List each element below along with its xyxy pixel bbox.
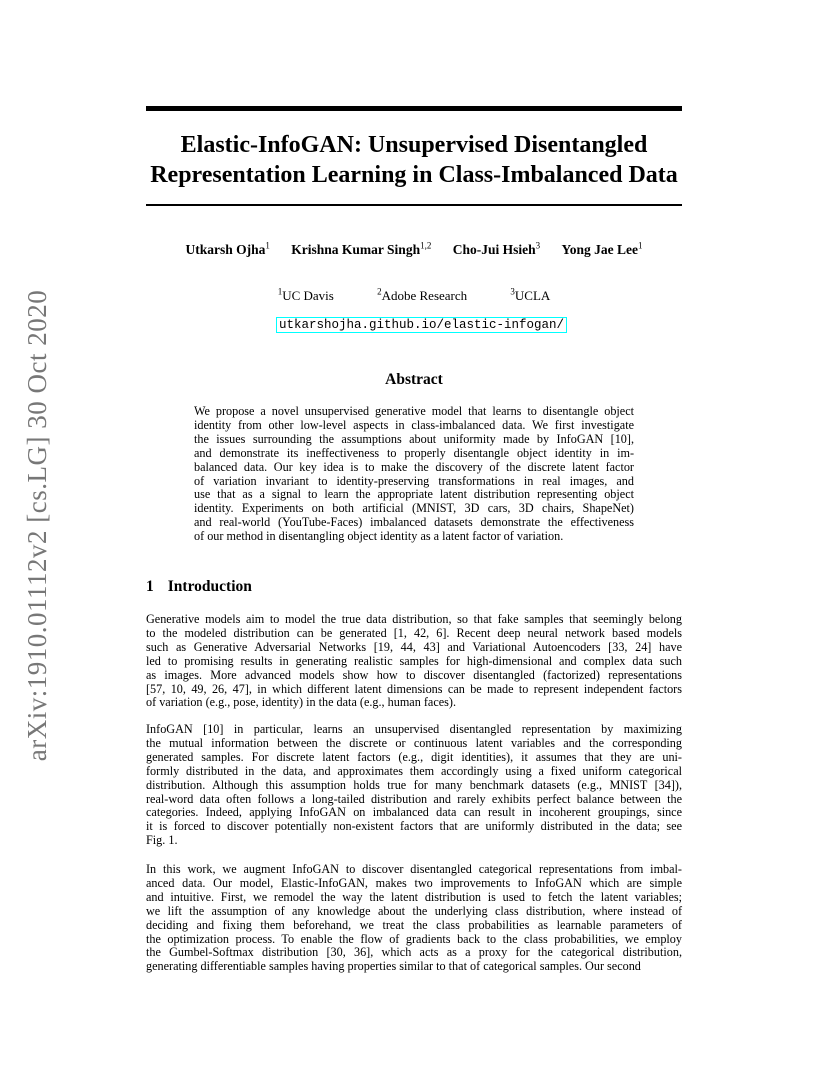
text-line: [57, 10, 49, 26, 47], in which different latent dimensions can be made to represent independent factors: [146, 681, 682, 696]
title-line-1: Elastic-InfoGAN: Unsupervised Disentangled: [180, 132, 648, 158]
text-line: and real-world (YouTube-Faces) imbalanced datasets demonstrate the effectiveness: [194, 515, 634, 530]
section-heading: [146, 578, 252, 596]
text-line: use that as a signal to learn the appropriate latent distribution representing object: [194, 487, 634, 502]
affiliation: $^3$UCLA: [510, 286, 551, 303]
text-line: InfoGAN [10] in particular, learns an unsupervised disentangled representation by maximizing: [146, 722, 682, 736]
text-line: deciding and fixing them beforehand, we treat the class probabilities as learnable parameters of: [146, 917, 682, 932]
text-line: such as Generative Adversarial Networks [19, 44, 43] and Variational Autoencoders [33, 24] have: [146, 639, 682, 654]
paper-title: [146, 130, 682, 190]
text-line: We propose a novel unsupervised generative model that learns to disentangle object: [194, 404, 634, 418]
project-url-link[interactable]: utkarshojha.github.io/elastic-infogan/: [279, 318, 565, 332]
text-line: and demonstrate its ineffectiveness to properly disentangle object identity in im-: [194, 445, 634, 460]
arxiv-id: arXiv:1910.01112v2 [cs.LG] 30 Oct 2020: [22, 289, 53, 761]
text-line: as images. More advanced models show how to discover disentangled (factorized) representations: [146, 667, 682, 682]
title-bottom-rule: [146, 204, 682, 206]
text-line: real-word data often follows a long-tailed distribution and rarely exhibits perfect balance between the: [146, 791, 682, 806]
text-line: the mutual information between the discrete or continuous latent variables and the corresponding: [146, 735, 682, 750]
affiliation: $^2$Adobe Research: [377, 286, 468, 303]
text-line: generating differentiable samples having properties similar to that of categorical samples. Our second: [146, 959, 641, 974]
text-line: generated samples. For discrete latent factors (e.g., digit identities), it assumes that they are uni-: [146, 749, 682, 764]
text-line: we lift the assumption of any knowledge about the underlying class distribution, where instead of: [146, 903, 682, 918]
text-line: and intuitive. First, we remodel the way the latent distribution is used to fetch the latent variables;: [146, 889, 682, 904]
text-line: identity from other low-level aspects in class-imbalanced data. We first investigate: [194, 417, 634, 432]
text-line: distribution. Although this assumption holds true for many benchmark datasets (e.g., MNIST [34]),: [146, 777, 682, 792]
author: Cho-Jui Hsieh$^3$: [452, 240, 541, 257]
arxiv-sidebar: [8, 290, 68, 760]
intro-paragraph-3: [146, 863, 682, 974]
author: Utkarsh Ojha$^1$: [185, 240, 270, 257]
text-line: the issues surrounding the assumptions about uniformity made by InfoGAN [10],: [194, 431, 634, 446]
intro-paragraph-1: [146, 613, 682, 710]
section-number: 1: [146, 578, 154, 595]
abstract-heading: Abstract: [385, 371, 443, 388]
text-line: to the modeled distribution can be generated [1, 42, 6]. Recent deep neural network based models: [146, 625, 682, 640]
section-title: Introduction: [167, 578, 252, 595]
text-line: anced data. Our model, Elastic-InfoGAN, makes two improvements to InfoGAN which are simple: [146, 875, 682, 890]
text-line: balanced data. Our key idea is to make the discovery of the discrete latent factor: [194, 459, 634, 474]
text-line: of variation invariant to identity-preserving transformations in real images, and: [194, 473, 634, 488]
text-line: of variation (e.g., pose, identity) in the data (e.g., human faces).: [146, 695, 456, 710]
text-line: it is forced to discover potentially non-existent factors that are uniformly distributed in the data; see: [146, 819, 682, 834]
title-line-2: Representation Learning in Class-Imbalanced Data: [150, 162, 678, 188]
text-line: identity. Experiments on both artificial (MNIST, 3D cars, 3D chairs, ShapeNet): [194, 501, 634, 516]
text-line: formly distributed in the data, and approximates them accordingly using a fixed uniform categorical: [146, 763, 682, 778]
text-line: the optimization process. To enable the flow of gradients back to the class probabilities, we employ: [146, 931, 682, 946]
text-line: Fig. 1.: [146, 833, 178, 848]
affiliation-list: [146, 288, 682, 304]
text-line: of our method in disentangling object identity as a latent factor of variation.: [194, 529, 564, 544]
text-line: the Gumbel-Softmax distribution [30, 36], which acts as a proxy for the categorical distribution,: [146, 945, 682, 960]
abstract-body: [194, 405, 634, 544]
title-top-rule: [146, 106, 682, 111]
affiliation: $^1$UC Davis: [277, 286, 334, 303]
text-line: categories. Indeed, applying InfoGAN on imbalanced data can result in incoherent groupings, since: [146, 805, 682, 820]
author-list: [146, 242, 682, 258]
intro-paragraph-2: [146, 723, 682, 848]
author: Krishna Kumar Singh$^{1,2}$: [291, 240, 432, 257]
text-line: In this work, we augment InfoGAN to discover disentangled categorical representations from imbal-: [146, 862, 682, 876]
author: Yong Jae Lee$^1$: [561, 240, 643, 257]
text-line: led to promising results in generating realistic samples for high-dimensional and complex data such: [146, 653, 682, 668]
text-line: Generative models aim to model the true data distribution, so that fake samples that seemingly belong: [146, 612, 682, 626]
